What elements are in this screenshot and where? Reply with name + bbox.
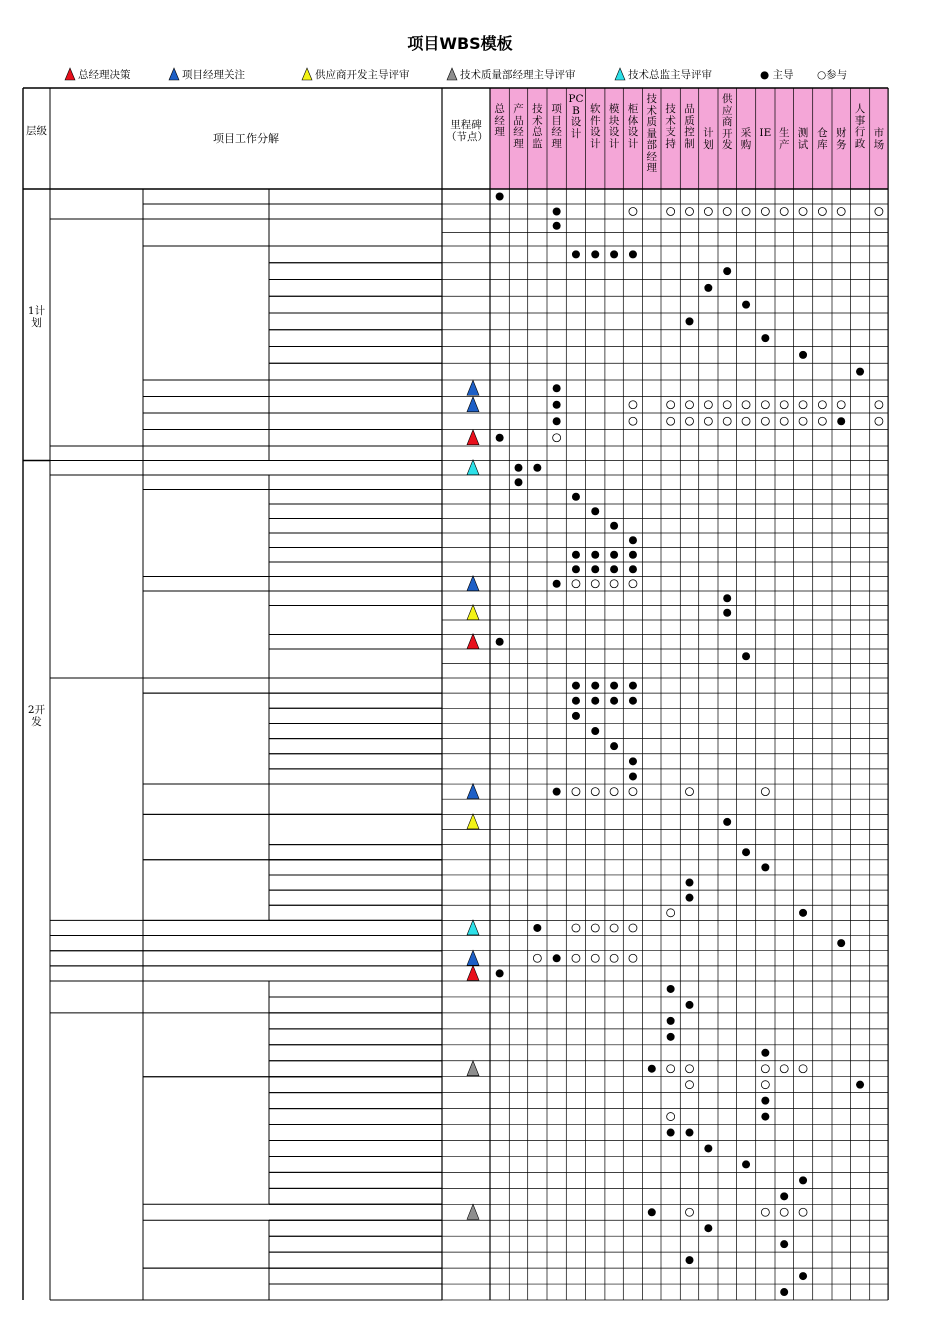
participate-mark [704, 208, 712, 216]
lead-mark [591, 507, 599, 515]
lead-mark [629, 551, 637, 559]
lead-mark [837, 939, 845, 947]
lead-mark [629, 682, 637, 690]
participate-mark [610, 788, 618, 796]
lead-mark [667, 985, 675, 993]
participate-mark [761, 788, 769, 796]
participate-mark [799, 1065, 807, 1073]
lead-mark [629, 565, 637, 573]
lead-mark [799, 1272, 807, 1280]
milestone-triangle-icon [467, 576, 479, 591]
lead-mark [572, 712, 580, 720]
lead-mark [742, 848, 750, 856]
role-header: 技术总监 [532, 103, 543, 150]
participate-mark [686, 1208, 694, 1216]
role-header: 计划 [703, 127, 714, 151]
lead-mark [572, 697, 580, 705]
lead-mark [629, 757, 637, 765]
lead-mark [496, 969, 504, 977]
lead-mark [723, 818, 731, 826]
milestone-triangle-icon [467, 1204, 479, 1219]
participate-mark [553, 434, 561, 442]
participate-mark [629, 401, 637, 409]
lead-mark [856, 1081, 864, 1089]
participate-mark [704, 401, 712, 409]
milestone-triangle-icon [467, 397, 479, 412]
lead-mark [553, 954, 561, 962]
lead-mark [648, 1208, 656, 1216]
participate-mark [667, 1065, 675, 1073]
lead-mark [553, 580, 561, 588]
role-header: 技术支持 [665, 103, 676, 150]
participate-mark [591, 924, 599, 932]
role-header: 项目经理 [551, 103, 562, 150]
lead-mark [591, 682, 599, 690]
lead-mark [610, 551, 618, 559]
lead-mark [780, 1192, 788, 1200]
lead-mark [610, 742, 618, 750]
participate-mark [761, 1208, 769, 1216]
role-header: 产品经理 [513, 103, 524, 150]
lead-mark [686, 317, 694, 325]
participate-mark [742, 401, 750, 409]
lead-mark [761, 1097, 769, 1105]
participate-mark [591, 788, 599, 796]
milestone-triangle-icon [467, 380, 479, 395]
lead-mark [704, 1144, 712, 1152]
lead-mark [629, 536, 637, 544]
participate-mark [591, 580, 599, 588]
lead-mark [761, 1113, 769, 1121]
milestone-triangle-icon [467, 920, 479, 935]
participate-mark [572, 788, 580, 796]
lead-mark [533, 464, 541, 472]
lead-mark [496, 434, 504, 442]
participate-mark [818, 208, 826, 216]
lead-mark [723, 267, 731, 275]
participate-mark [780, 417, 788, 425]
participate-mark [629, 954, 637, 962]
lead-mark [591, 565, 599, 573]
lead-mark [610, 565, 618, 573]
lead-mark [686, 894, 694, 902]
participate-mark [780, 1208, 788, 1216]
lead-mark [553, 222, 561, 230]
role-header: 仓库 [817, 127, 828, 151]
role-header: 生产 [778, 127, 790, 151]
participate-mark [667, 909, 675, 917]
participate-mark [761, 1065, 769, 1073]
participate-mark [742, 417, 750, 425]
participate-mark [610, 924, 618, 932]
participate-mark [780, 208, 788, 216]
participate-mark [875, 401, 883, 409]
lead-mark [610, 522, 618, 530]
page-title: 项目WBS模板 [407, 34, 513, 53]
lead-mark [610, 250, 618, 258]
lead-mark [572, 551, 580, 559]
lead-mark [742, 1160, 750, 1168]
participate-mark [723, 401, 731, 409]
header-milestone: 里程碑（节点） [446, 119, 488, 143]
lead-mark [704, 1224, 712, 1232]
participate-mark [723, 417, 731, 425]
lead-mark [553, 208, 561, 216]
lead-mark [591, 727, 599, 735]
lead-mark [610, 682, 618, 690]
lead-mark [610, 697, 618, 705]
participate-mark [875, 417, 883, 425]
participate-mark [780, 1065, 788, 1073]
header-wbs: 项目工作分解 [213, 132, 279, 145]
level-1: 1计划 [27, 305, 46, 329]
lead-mark [533, 924, 541, 932]
lead-mark [591, 551, 599, 559]
lead-mark [572, 682, 580, 690]
lead-mark [667, 1129, 675, 1137]
role-header: 供应商开发 [721, 93, 733, 151]
lead-mark [553, 417, 561, 425]
participate-mark [667, 208, 675, 216]
participate-mark [704, 417, 712, 425]
participate-mark [629, 580, 637, 588]
lead-mark [591, 697, 599, 705]
participate-mark [610, 954, 618, 962]
participate-mark [667, 1113, 675, 1121]
lead-mark [742, 652, 750, 660]
participate-mark [572, 580, 580, 588]
participate-mark [837, 208, 845, 216]
role-header: 测试 [797, 127, 809, 151]
milestone-triangle-icon [467, 784, 479, 799]
milestone-triangle-icon [467, 950, 479, 965]
participate-mark [686, 208, 694, 216]
lead-mark [629, 697, 637, 705]
participate-mark [686, 1065, 694, 1073]
lead-mark [667, 1017, 675, 1025]
role-header: IE [759, 127, 772, 139]
role-header: 软件设计 [589, 103, 601, 150]
participate-mark [686, 788, 694, 796]
lead-mark [572, 493, 580, 501]
participate-mark [572, 954, 580, 962]
role-header: 模块设计 [608, 103, 620, 150]
lead-mark [799, 909, 807, 917]
milestone-triangle-icon [467, 1061, 479, 1076]
participate-mark [686, 417, 694, 425]
participate-mark [799, 1208, 807, 1216]
legend-label: 项目经理关注 [182, 69, 245, 81]
lead-mark [723, 594, 731, 602]
participate-mark [533, 954, 541, 962]
lead-mark [591, 250, 599, 258]
milestone-triangle-icon [467, 965, 479, 980]
role-header: 品质控制 [684, 103, 695, 150]
role-header: 财务 [835, 127, 847, 151]
lead-mark [572, 250, 580, 258]
legend-label: 总经理决策 [78, 69, 131, 81]
lead-mark [704, 284, 712, 292]
legend-lead: ● 主导 [760, 69, 794, 81]
participate-mark [761, 417, 769, 425]
header-level: 层级 [26, 125, 47, 137]
participate-mark [761, 401, 769, 409]
participate-mark [686, 1081, 694, 1089]
legend-label: 供应商开发主导评审 [315, 69, 410, 81]
lead-mark [780, 1240, 788, 1248]
participate-mark [591, 954, 599, 962]
lead-mark [686, 1256, 694, 1264]
milestone-triangle-icon [467, 460, 479, 475]
lead-mark [686, 1129, 694, 1137]
lead-mark [742, 301, 750, 309]
role-header: 总经理 [494, 103, 505, 138]
participate-mark [761, 1081, 769, 1089]
participate-mark [875, 208, 883, 216]
participate-mark [723, 208, 731, 216]
lead-mark [686, 1001, 694, 1009]
role-header: PCB设计 [568, 93, 584, 140]
lead-mark [553, 401, 561, 409]
lead-mark [572, 565, 580, 573]
lead-mark [496, 638, 504, 646]
participate-mark [818, 401, 826, 409]
participate-mark [837, 401, 845, 409]
participate-mark [780, 401, 788, 409]
participate-mark [818, 417, 826, 425]
participate-mark [572, 924, 580, 932]
lead-mark [799, 1176, 807, 1184]
participate-mark [761, 208, 769, 216]
role-header: 采购 [740, 127, 752, 151]
legend-part: ○参与 [817, 69, 848, 81]
milestone-triangle-icon [467, 430, 479, 445]
lead-mark [629, 772, 637, 780]
role-header: 柜体设计 [627, 103, 639, 150]
lead-mark [799, 351, 807, 359]
participate-mark [799, 208, 807, 216]
participate-mark [799, 401, 807, 409]
lead-mark [515, 478, 523, 486]
participate-mark [799, 417, 807, 425]
lead-mark [780, 1288, 788, 1296]
participate-mark [742, 208, 750, 216]
participate-mark [667, 401, 675, 409]
milestone-triangle-icon [467, 634, 479, 649]
lead-mark [761, 334, 769, 342]
role-header: 市场 [873, 127, 885, 151]
milestone-triangle-icon [467, 814, 479, 829]
lead-mark [553, 384, 561, 392]
milestone-triangle-icon [467, 605, 479, 620]
lead-mark [553, 788, 561, 796]
role-header: 技术质量部经理 [646, 93, 658, 174]
lead-mark [667, 1033, 675, 1041]
role-header: 人事行政 [854, 103, 866, 150]
legend-label: 技术质量部经理主导评审 [460, 69, 576, 81]
lead-mark [856, 368, 864, 376]
lead-mark [723, 609, 731, 617]
participate-mark [610, 580, 618, 588]
lead-mark [515, 464, 523, 472]
participate-mark [629, 208, 637, 216]
lead-mark [648, 1065, 656, 1073]
lead-mark [761, 1049, 769, 1057]
level-2: 2开发 [27, 704, 46, 728]
lead-mark [761, 863, 769, 871]
participate-mark [686, 401, 694, 409]
lead-mark [629, 250, 637, 258]
participate-mark [667, 417, 675, 425]
lead-mark [686, 879, 694, 887]
participate-mark [629, 788, 637, 796]
lead-mark [837, 417, 845, 425]
lead-mark [496, 193, 504, 201]
legend-label: 技术总监主导评审 [628, 69, 712, 81]
participate-mark [629, 924, 637, 932]
participate-mark [629, 417, 637, 425]
